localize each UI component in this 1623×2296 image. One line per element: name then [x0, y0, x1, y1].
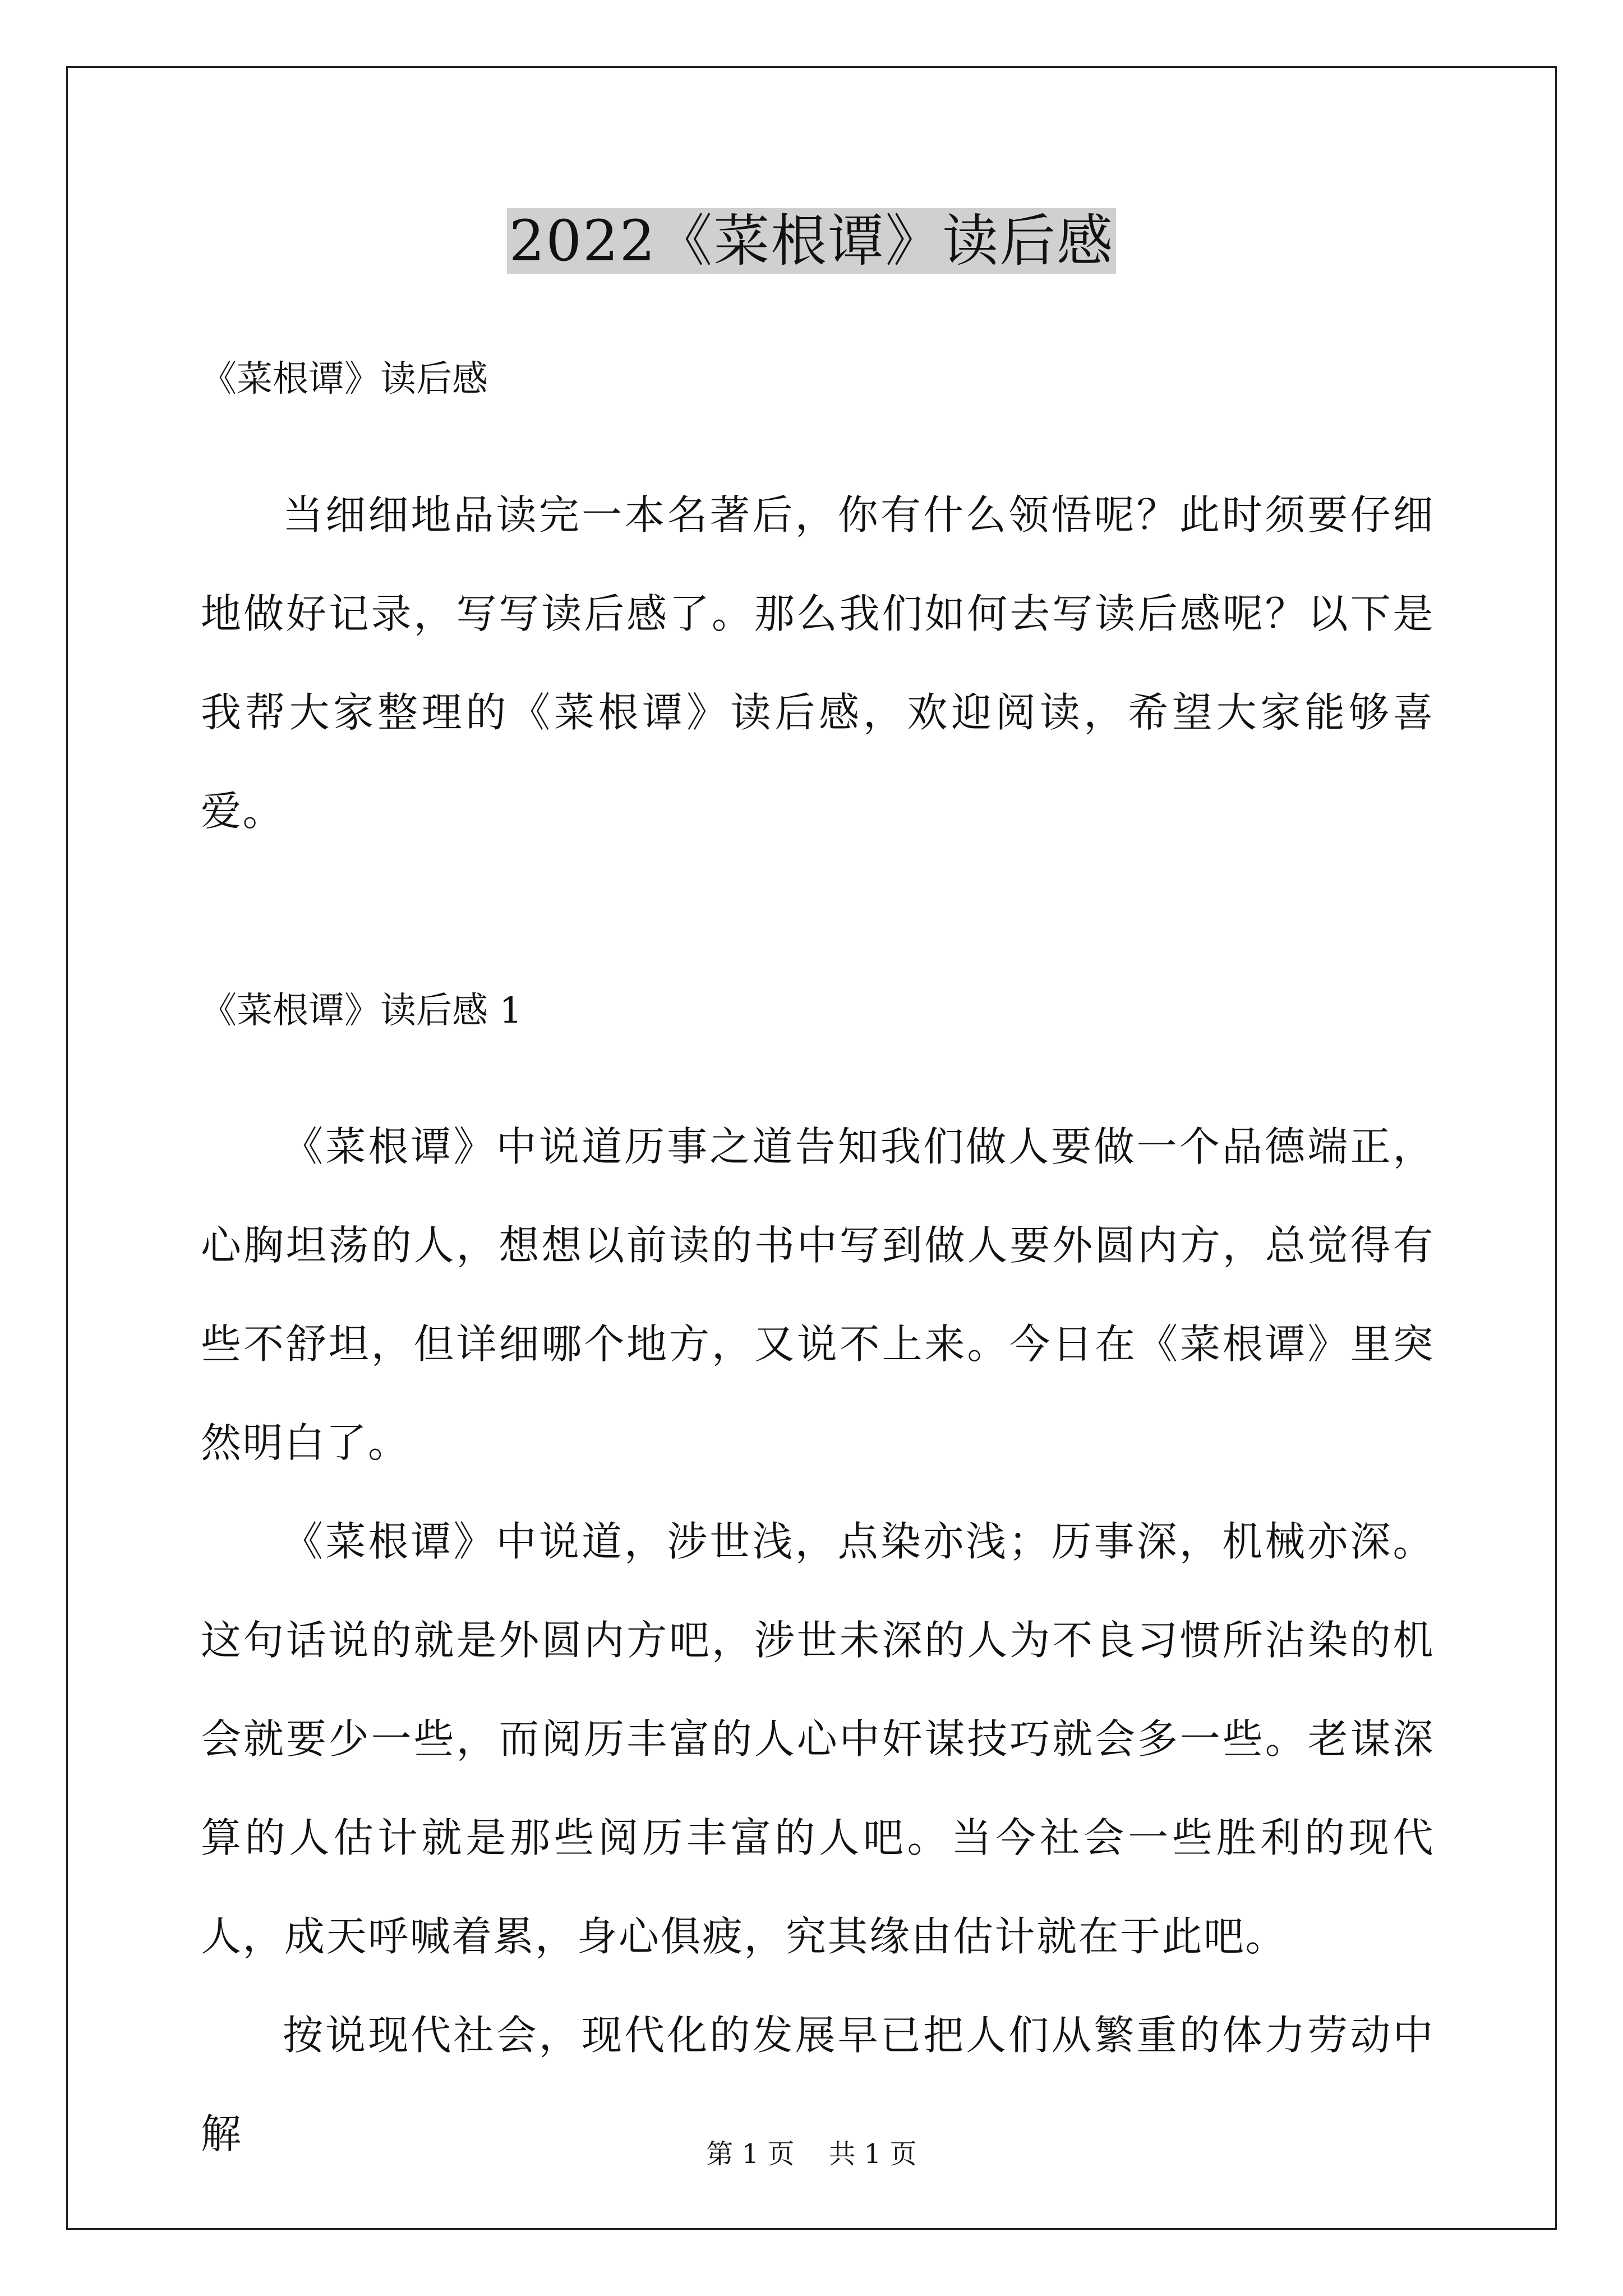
section1-heading: 《菜根谭》读后感 1	[201, 990, 523, 1032]
section1-paragraph: 《菜根谭》中说道，涉世浅，点染亦浅；历事深，机械亦深。这句话说的就是外圆内方吧，涉世未深的人为不良习惯所沾染的机会就要少一些，而阅历丰富的人心中奸谋技巧就会多一些。老谋深算的人估计就是那些阅历丰富的人吧。当今社会一些胜利的现代人，成天呼喊着累，身心俱疲，究其缘由估计就在于此吧。	[201, 1518, 1435, 1960]
intro-paragraph: 当细细地品读完一本名著后，你有什么领悟呢？此时须要仔细地做好记录，写写读后感了。那么我们如何去写读后感呢？以下是我帮大家整理的《菜根谭》读后感，欢迎阅读，希望大家能够喜爱。	[201, 491, 1435, 835]
section1-paragraph: 《菜根谭》中说道历事之道告知我们做人要做一个品德端正，心胸坦荡的人，想想以前读的书中写到做人要外圆内方，总觉得有些不舒坦，但详细哪个地方，又说不上来。今日在《菜根谭》里突然明白了。	[201, 1123, 1435, 1466]
document-title-text: 2022《菜根谭》读后感	[507, 208, 1117, 274]
intro-heading: 《菜根谭》读后感	[201, 358, 488, 400]
document-title	[0, 202, 1623, 280]
section1-paragraph: 按说现代社会，现代化的发展早已把人们从繁重的体力劳动中解	[201, 2012, 1435, 2157]
page-footer: 第 1 页 共 1 页	[706, 2138, 917, 2170]
document-body	[201, 341, 1435, 2183]
